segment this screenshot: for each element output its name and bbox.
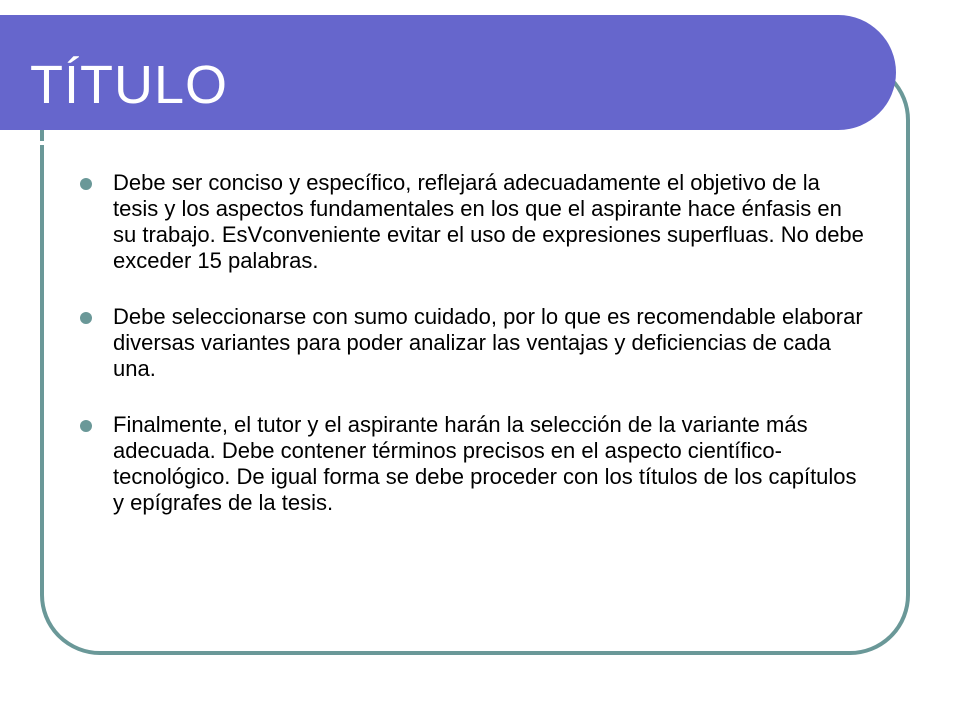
bullet-dot-icon [80,312,92,324]
bullet-text: Debe seleccionarse con sumo cuidado, por lo que es recomendable elaborar diversas variantes para poder analizar las ventajas y deficiencias de cada una. [113,304,863,381]
bullet-dot-icon [80,420,92,432]
bullet-item [80,304,870,382]
title-bar [0,15,896,130]
bullet-item [80,412,870,516]
bullet-text: Debe ser conciso y específico, reflejará adecuadamente el objetivo de la tesis y los aspectos fundamentales en los que el aspirante hace énfasis en su trabajo. EsVconveniente evitar el uso de expresiones superfluas. No debe exceder 15 palabras. [113,170,864,273]
bullet-list [80,170,870,546]
bullet-dot-icon [80,178,92,190]
bullet-item [80,170,870,274]
slide-title: TÍTULO [30,55,229,115]
bullet-text: Finalmente, el tutor y el aspirante harán la selección de la variante más adecuada. Debe contener términos precisos en el aspecto científico-tecnológico. De igual forma se debe proceder con los títulos de los capítulos y epígrafes de la tesis. [113,412,857,515]
title-underline [0,141,848,145]
